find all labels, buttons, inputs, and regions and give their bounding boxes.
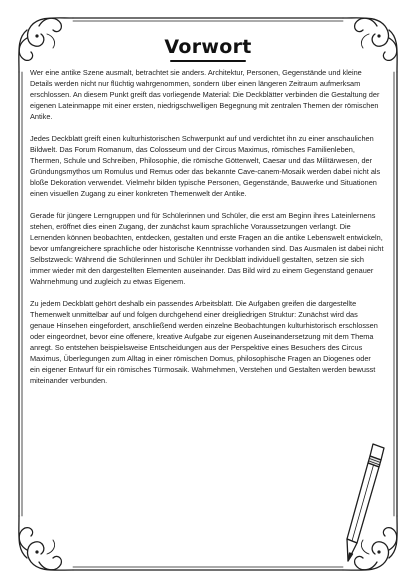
foreword-text: [30, 67, 386, 397]
paragraph-4: Zu jedem Deckblatt gehört deshalb ein passendes Arbeitsblatt. Die Aufgaben greifen die dargestellte Themenwelt unmittelbar auf und folgen durchgehend einer dreigliedrigen Struktur: Zunächst wird das genaue Hinsehen eingefordert, anschließend werden einzelne Beobachtungen kulturhistorisch erschlossen oder eingeordnet, bevor eine offenere, kreative Aufgabe zur eigenen Auseinandersetzung mit dem Thema anregt. So entstehen beispielsweise Entscheidungen aus der Perspektive eines Besuchers des Circus Maximus, Überlegungen zum Alltag in einer römischen Domus, philosophische Fragen an Diogenes oder ein eigener Entwurf für ein römisches Türmosaik. Wahrnehmen, Verstehen und Gestalten werden bewusst miteinander verbunden.: [30, 299, 378, 385]
paragraph-1: Wer eine antike Szene ausmalt, betrachtet sie anders. Architektur, Personen, Gegenstände und kleine Details werden nicht nur flüchtig wahrgenommen, sondern über einen längeren Zeitraum aufmerksam erschlossen. An diesem Punkt greift das vorliegende Material: Die Deckblätter verbinden die Gestaltung der eigenen Lateinmappe mit einer ersten, niedrigschwelligen Begegnung mit zentralen Themen der römischen Antike.: [30, 68, 380, 121]
title-underline: [170, 60, 246, 62]
pencil-icon: [340, 440, 390, 565]
paragraph-3: Gerade für jüngere Lerngruppen und für Schülerinnen und Schüler, die erst am Beginn ihres Lateinlernens stehen, eröffnet dies einen Zugang, der zunächst kaum sprachliche Voraussetzungen verlangt. Die Lernenden können beobachten, entdecken, gestalten und erste Fragen an die antike Lebenswelt entwickeln, bevor umfangreichere sprachliche oder historische Kenntnisse vorhanden sind. Das Ausmalen ist dabei nicht Selbstzweck: Während die Schülerinnen und Schüler ihr Deckblatt individuell gestalten, setzen sie sich immer wieder mit den dargestellten Elementen auseinander. Das Bild wird zu einem Gegenstand genauer Wahrnehmung und zugleich zu etwas Eigenem.: [30, 211, 384, 286]
paragraph-2: Jedes Deckblatt greift einen kulturhistorischen Schwerpunkt auf und verdichtet ihn zu einer anschaulichen Bildwelt. Das Forum Romanum, das Colosseum und der Circus Maximus, römisches Familienleben, Thermen, Schule und Schreiben, Philosophie, die römische Götterwelt, Caesar und das Militärwesen, der Gründungsmythos um Romulus und Remus oder das bekannte Cave-canem-Mosaik werden dabei nicht als bloße Dekoration verwendet. Vielmehr bilden typische Personen, Gegenstände, Bauwerke und Situationen einen visuellen Zugang zu einer konkreten Themenwelt der Antike.: [30, 134, 381, 198]
page-title: Vorwort: [164, 36, 252, 58]
